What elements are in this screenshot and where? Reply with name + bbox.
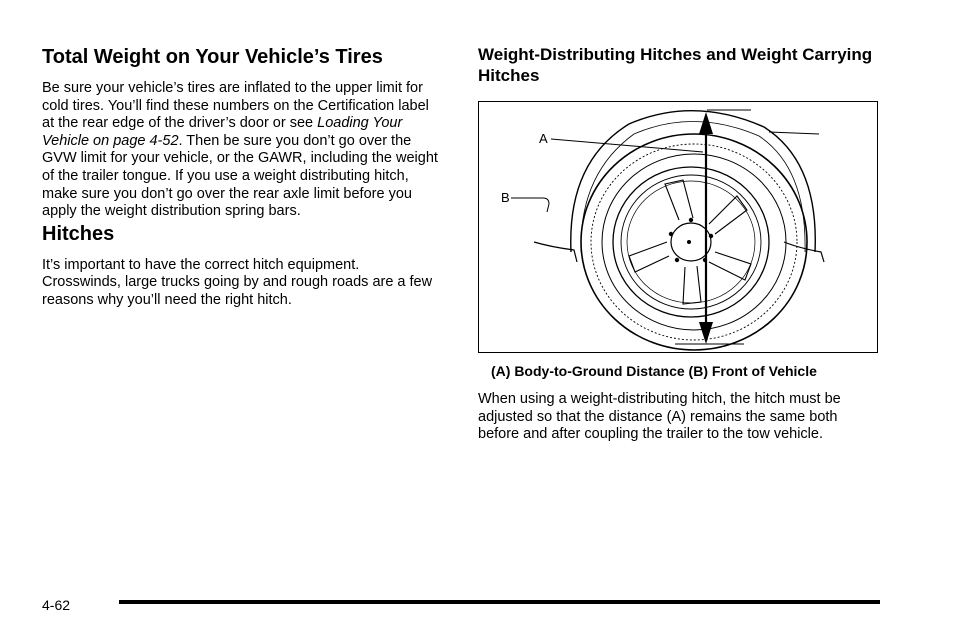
figure-caption: (A) Body-to-Ground Distance (B) Front of Vehicle — [491, 363, 817, 379]
tire-sidewall — [602, 154, 786, 330]
left-column — [42, 44, 442, 310]
arrow-head-bottom — [699, 322, 713, 344]
label-b-leader — [511, 198, 549, 212]
label-b: B — [501, 190, 510, 205]
tires-paragraph — [42, 80, 442, 221]
wd-hitches-heading: Weight-Distributing Hitches and Weight Carrying Hitches — [478, 45, 873, 85]
tire-tread-ring — [591, 144, 797, 340]
fender-leader-line — [769, 132, 819, 134]
body-lower-right — [784, 242, 824, 262]
label-a: A — [539, 131, 548, 146]
tires-text-1: Be sure your vehicle’s tires are inflated to the upper limit for cold tires. You’ll find these numbers on the Certification label at the rear edge of the driver’s door or see — [42, 80, 429, 132]
arrow-head-top — [699, 112, 713, 134]
fender-arch-inner — [581, 121, 805, 252]
right-column — [478, 44, 888, 100]
label-a-leader — [551, 139, 703, 152]
footer-rule — [119, 600, 880, 604]
tires-page-reference: Loading Your Vehicle on page 4-52 — [42, 115, 403, 149]
hitches-paragraph: It’s important to have the correct hitch equipment. Crosswinds, large trucks going by and rough roads are a few reasons why you’ll need the right hitch. — [42, 256, 433, 308]
tires-text-2: . Then be sure you don’t go over the GVW limit for your vehicle, or the GAWR, including the weight of the trailer tongue. If you use a weight distributing hitch, make sure you don’t go over the rear axle limit before you apply the weight distribution spring bars. — [42, 132, 438, 220]
wheel-illustration — [479, 102, 877, 352]
hub-center — [687, 240, 691, 244]
page-number: 4-62 — [42, 597, 71, 613]
tires-heading: Total Weight on Your Vehicle’s Tires — [42, 46, 383, 68]
wd-hitch-paragraph: When using a weight-distributing hitch, the hitch must be adjusted so that the distance (A) remains the same both before and after coupling the trailer to the tow vehicle. — [478, 391, 841, 443]
wheel-figure — [478, 101, 878, 353]
hitches-heading: Hitches — [42, 222, 115, 245]
